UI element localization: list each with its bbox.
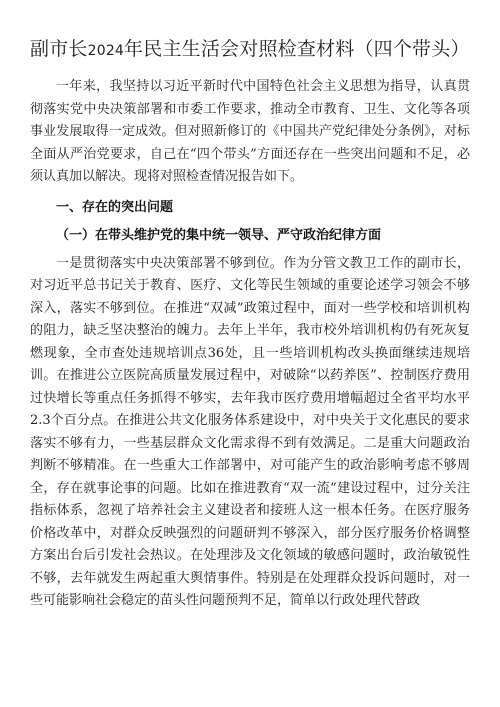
title-year: 2024: [87, 43, 125, 59]
intro-paragraph: 一年来，我坚持以习近平新时代中国特色社会主义思想为指导，认真贯彻落实党中央决策部署和市委工作要求，推动全市教育、卫生、文化等各项事业发展取得一定成效。但对照新修订的《中国共产党纪律处分条例》，对标全面从严治党要求，自己在“四个带头”方面还存在一些突出问题和不足，必须认真加以解决。现将对照检查情况报告如下。: [30, 79, 470, 184]
section-heading-problems: 一、存在的突出问题: [56, 199, 174, 215]
title-prefix: 副市长: [30, 38, 88, 60]
body-paragraph: 一是贯彻落实中央决策部署不够到位。作为分管文教卫工作的副市长，对习近平总书记关于教育、医疗、文化等民生领域的重要论述学习领会不够深入，落实不够到位。在推进“双减”政策过程中，面对一些学校和培训机构的阻力，缺乏坚决整治的魄力。去年上半年，我市校外培训机构仍有死灰复燃现象，全市查处违规培训点36处，且一些培训机构改头换面继续违规培训。在推进公立医院高质量发展过程中，对破除“以药养医”、控制医疗费用过快增长等重点任务抓得不够实，去年我市医疗费用增幅超过全省平均水平2.3个百分点。在推进公共文化服务体系建设中，对中央关于文化惠民的要求落实不够有力，一些基层群众文化需求得不到有效满足。二是重大问题政治判断不够精准。在一些重大工作部署中，对可能产生的政治影响考虑不够周全，存在就事论事的问题。比如在推进教育“双一流”建设过程中，过分关注指标体系，忽视了培养社会主义建设者和接班人这一根本任务。在医疗服务价格改革中，对群众反映强烈的问题研判不够深入，部分医疗服务价格调整方案出台后引发社会热议。在处理涉及文化领域的敏感问题时，政治敏锐性不够，去年就发生两起重大舆情事件。特别是在处理群众投诉问题时，对一些可能影响社会稳定的苗头性问题预判不足，简单以行政处理代替政: [30, 255, 470, 608]
document-title: [30, 36, 470, 64]
title-suffix: 年民主生活会对照检查材料（四个带头）: [124, 38, 470, 60]
subsection-heading-political-discipline: （一）在带头维护党的集中统一领导、严守政治纪律方面: [56, 227, 382, 243]
